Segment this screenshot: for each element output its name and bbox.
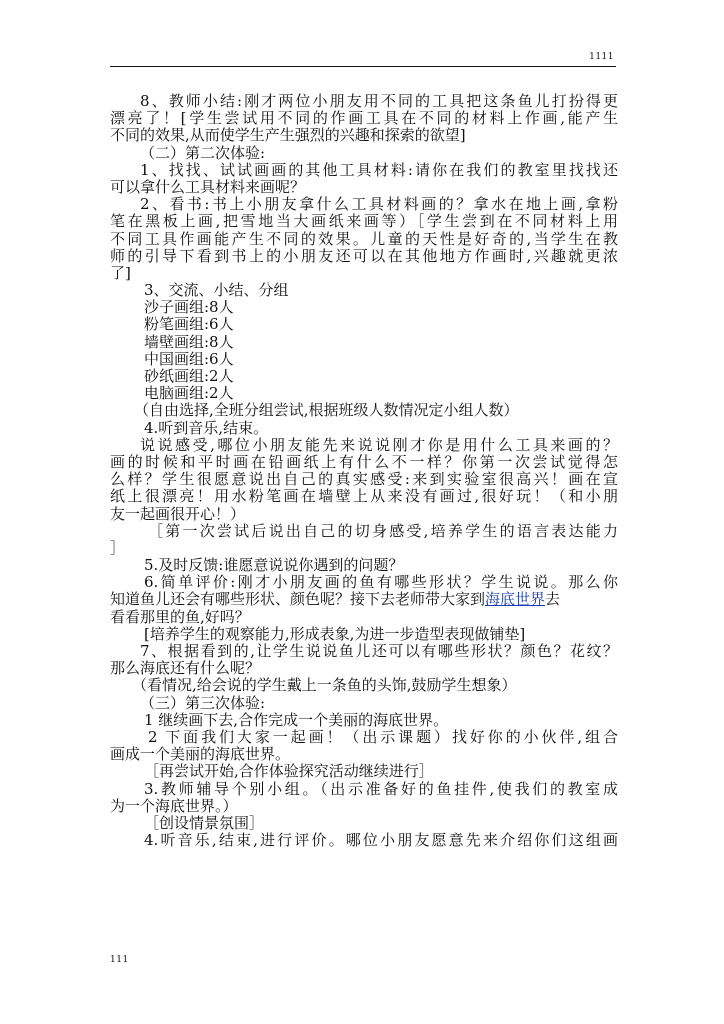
text-line: 3.教师辅导个别小组。（出示准备好的鱼挂件,使我们的教室成 [144,779,618,798]
text-line: 笔在黑板上画,把雪地当大画纸来画等）［学生尝到在不同材料上用 [110,212,618,231]
text-line: 2、看书:书上小朋友拿什么工具材料画的？拿水在地上画,拿粉 [140,195,618,214]
text-line: 漂亮了！[学生尝试用不同的作画工具在不同的材料上作画,能产生 [110,109,618,128]
text-line: 8、教师小结:刚才两位小朋友用不同的工具把这条鱼儿打扮得更 [140,92,618,110]
text-line: 画的时候和平时画在铅画纸上有什么不一样？你第一次尝试觉得怎 [110,452,618,471]
text-line: 那么海底还有什么呢？ [110,659,261,678]
text-line: 为一个海底世界。） [110,796,238,815]
text-line: 纸上很漂亮！用水粉笔画在墙壁上从来没有画过,很好玩！（和小朋 [110,487,618,506]
group-item: 中国画组:6人 [144,349,234,368]
text-line: 友一起画很开心！） [110,504,246,523]
section-heading: （二）第二次体验: [140,143,266,162]
header-page-number: 1111 [589,52,614,62]
text-line: 1、找找、试试画画的其他工具材料:请你在我们的教室里找找还 [140,160,618,179]
text-line: 么样？学生很愿意说出自己的真实感受:来到实验室很高兴！画在宣 [110,470,618,489]
text-line: ［第一次尝试后说出自己的切身感受,培养学生的语言表达能力 [148,521,618,540]
text-line: 1 继续画下去,合作完成一个美丽的海底世界。 [144,710,449,729]
text-span: 知道鱼儿还会有哪些形状、颜色呢？接下去老师带大家到 [110,590,486,609]
text-line: [培养学生的观察能力,形成表象,为进一步造型表现做铺垫] [144,624,526,643]
header-divider [110,66,616,67]
text-line: 不同的效果,从而使学生产生强烈的兴趣和探索的欲望] [110,126,466,145]
text-line: 画成一个美丽的海底世界。 [110,745,291,764]
ocean-world-link[interactable]: 海底世界 [485,590,546,609]
document-body [110,93,618,849]
group-item: 砂纸画组:2人 [144,367,234,385]
text-line: 看看那里的鱼,好吗？ [110,607,250,626]
text-line: 4.听到音乐,结束。 [144,418,269,437]
text-line: 2 下面我们大家一起画！（出示课题）找好你的小伙伴,组合 [148,727,618,746]
group-item: 电脑画组:2人 [144,384,234,403]
text-line: 说说感受,哪位小朋友能先来说说刚才你是用什么工具来画的？ [140,435,618,454]
text-line: 4.听音乐,结束,进行评价。哪位小朋友愿意先来介绍你们这组画 [144,831,618,850]
text-span: 去 [545,590,561,609]
text-line: 3、交流、小结、分组 [144,281,289,300]
text-line: 5.及时反馈:谁愿意说说你遇到的问题？ [144,556,404,575]
text-line: 7、根据看到的,让学生说说鱼儿还可以有哪些形状？颜色？花纹？ [140,642,618,660]
group-item: 墙壁画组:8人 [144,332,234,351]
section-heading: （三）第三次体验: [140,693,266,712]
text-line: ［创设情景氛围］ [144,813,265,832]
text-line: 不同工具作画能产生不同的效果。儿童的天性是好奇的,当学生在教 [110,229,618,248]
text-line: 了] [110,263,131,282]
text-line: ］ [110,538,126,557]
group-item: 粉笔画组:6人 [144,315,234,334]
text-line: 6.简单评价:刚才小朋友画的鱼有哪些形状？学生说说。那么你 [144,573,618,592]
text-line: （看情况,给会说的学生戴上一条鱼的头饰,鼓励学生想象） [132,676,517,695]
text-line [110,591,618,608]
text-line: ［再尝试开始,合作体验探究活动继续进行］ [144,762,434,781]
group-item: 沙子画组:8人 [144,298,234,317]
text-line: （自由选择,全班分组尝试,根据班级人数情况定小组人数） [134,401,519,420]
footer-page-number: 111 [110,955,129,965]
text-line: 可以拿什么工具材料来画呢？ [110,177,306,196]
text-line: 师的引导下看到书上的小朋友还可以在其他地方作画时,兴趣就更浓 [110,246,618,265]
